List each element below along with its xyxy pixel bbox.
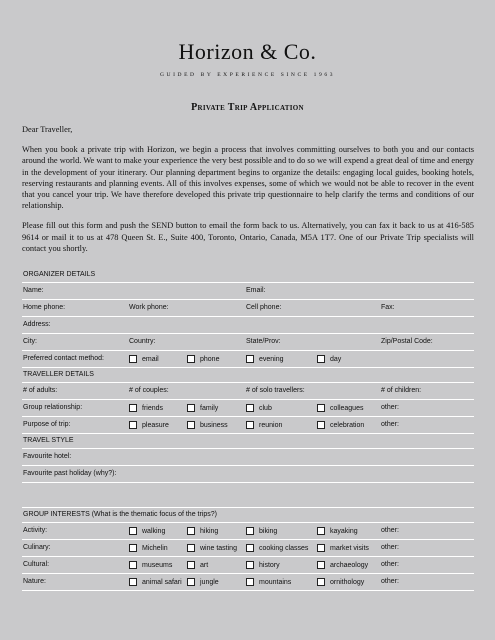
intro-letter	[22, 124, 474, 263]
culinary-other-field[interactable]: other:	[381, 544, 399, 551]
checkbox-icon	[246, 578, 254, 586]
checkbox-label: pleasure	[142, 422, 169, 429]
email-field[interactable]: Email:	[246, 287, 266, 294]
checkbox-walking[interactable]	[129, 527, 165, 535]
checkbox-pleasure[interactable]	[129, 421, 169, 429]
checkbox-label: email	[142, 356, 159, 363]
checkbox-icon	[129, 544, 137, 552]
favourite-holiday-field[interactable]: Favourite past holiday (why?):	[23, 470, 117, 477]
checkbox-art[interactable]	[187, 561, 208, 569]
relationship-label: Group relationship:	[23, 404, 83, 411]
checkbox-day[interactable]	[317, 355, 341, 363]
checkbox-icon	[317, 527, 325, 535]
home-phone-field[interactable]: Home phone:	[23, 304, 66, 311]
checkbox-icon	[187, 421, 195, 429]
checkbox-label: reunion	[259, 422, 283, 429]
checkbox-colleagues[interactable]	[317, 404, 363, 412]
checkbox-icon	[317, 404, 325, 412]
section-organizer: ORGANIZER DETAILS	[22, 268, 474, 283]
checkbox-kayaking[interactable]	[317, 527, 358, 535]
checkbox-label: walking	[142, 528, 166, 535]
checkbox-hiking[interactable]	[187, 527, 218, 535]
checkbox-icon	[187, 544, 195, 552]
checkbox-label: animal safari	[142, 579, 182, 586]
checkbox-icon	[246, 404, 254, 412]
couples-field[interactable]: # of couples:	[129, 387, 169, 394]
brand-tagline: GUIDED BY EXPERIENCE SINCE 1963	[159, 72, 336, 78]
checkbox-label: hiking	[200, 528, 219, 535]
checkbox-michelin[interactable]	[129, 544, 168, 552]
checkbox-reunion[interactable]	[246, 421, 282, 429]
checkbox-label: archaeology	[330, 562, 369, 569]
form-row	[22, 466, 474, 483]
city-field[interactable]: City:	[23, 338, 37, 345]
checkbox-label: wine tasting	[200, 545, 237, 552]
section-travel-style: TRAVEL STYLE	[22, 434, 474, 449]
checkbox-label: mountains	[259, 579, 292, 586]
checkbox-label: market visits	[330, 545, 369, 552]
solo-field[interactable]: # of solo travellers:	[246, 387, 305, 394]
checkbox-family[interactable]	[187, 404, 218, 412]
checkbox-icon	[246, 421, 254, 429]
checkbox-icon	[187, 404, 195, 412]
checkbox-cooking-classes[interactable]	[246, 544, 308, 552]
nature-other-field[interactable]: other:	[381, 578, 399, 585]
checkbox-icon	[129, 527, 137, 535]
checkbox-archaeology[interactable]	[317, 561, 368, 569]
checkbox-icon	[246, 527, 254, 535]
form-row	[22, 540, 474, 557]
zip-field[interactable]: Zip/Postal Code:	[381, 338, 433, 345]
purpose-label: Purpose of trip:	[23, 421, 71, 428]
checkbox-icon	[129, 421, 137, 429]
adults-field[interactable]: # of adults:	[23, 387, 58, 394]
checkbox-icon	[317, 421, 325, 429]
form-row	[22, 449, 474, 466]
checkbox-label: celebration	[330, 422, 365, 429]
checkbox-label: colleagues	[330, 405, 364, 412]
checkbox-friends[interactable]	[129, 404, 163, 412]
checkbox-icon	[129, 561, 137, 569]
checkbox-icon	[246, 355, 254, 363]
nature-label: Nature:	[23, 578, 46, 585]
cultural-label: Cultural:	[23, 561, 50, 568]
form-row	[22, 351, 474, 368]
form-row	[22, 400, 474, 417]
checkbox-label: friends	[142, 405, 164, 412]
instructions-paragraph: Please fill out this form and push the SEND button to email the form back to us. Alternatively, you can fax it back to us at 416-585 9614 or mail it to us at 478 Queen St. E., Suite 400, Toronto, Ontario, Canada, M5A 1T7. One of our Private Trip specialists will contact you shortly.	[22, 221, 474, 253]
checkbox-icon	[187, 561, 195, 569]
checkbox-mountains[interactable]	[246, 578, 291, 586]
form-row	[22, 557, 474, 574]
checkbox-label: art	[200, 562, 209, 569]
checkbox-icon	[129, 404, 137, 412]
intro-paragraph: When you book a private trip with Horizon, we begin a process that involves committing ourselves to both you and our contacts around the world. We want to make your experience the very best possible and to do so we will expend a great deal of time and energy in the development of your itinerary. Our planning department begins to organize the details: engaging local guides, booking hotels, reserving restaurants and planning events. All of this involves expenses, some of which we would not be able to recover in the event that you cancel your trip. We have therefore developed this private trip questionnaire to help clarify the terms and conditions of our relationship.	[22, 145, 474, 211]
checkbox-icon	[187, 355, 195, 363]
checkbox-label: club	[259, 405, 272, 412]
checkbox-label: history	[259, 562, 280, 569]
form-row	[22, 317, 474, 334]
checkbox-label: family	[200, 405, 219, 412]
section-traveller: TRAVELLER DETAILS	[22, 368, 474, 383]
relationship-other-field[interactable]: other:	[381, 404, 399, 411]
checkbox-icon	[317, 561, 325, 569]
activity-other-field[interactable]: other:	[381, 527, 399, 534]
checkbox-label: Michelin	[142, 545, 168, 552]
checkbox-market-visits[interactable]	[317, 544, 369, 552]
work-phone-field[interactable]: Work phone:	[129, 304, 169, 311]
greeting: Dear Traveller,	[22, 125, 73, 134]
checkbox-label: day	[330, 356, 342, 363]
name-field[interactable]: Name:	[23, 287, 44, 294]
form-row	[22, 300, 474, 317]
checkbox-email[interactable]	[129, 355, 159, 363]
cultural-other-field[interactable]: other:	[381, 561, 399, 568]
form-row-blank[interactable]	[22, 483, 474, 508]
form-row	[22, 334, 474, 351]
form-row	[22, 283, 474, 300]
country-field[interactable]: Country:	[129, 338, 156, 345]
state-field[interactable]: State/Prov:	[246, 338, 281, 345]
checkbox-icon	[187, 578, 195, 586]
checkbox-animal-safari[interactable]	[129, 578, 182, 586]
checkbox-label: phone	[200, 356, 220, 363]
checkbox-evening[interactable]	[246, 355, 284, 363]
section-group-interests: GROUP INTERESTS (What is the thematic focus of the trips?)	[22, 508, 474, 523]
checkbox-history[interactable]	[246, 561, 280, 569]
checkbox-business[interactable]	[187, 421, 228, 429]
checkbox-label: museums	[142, 562, 173, 569]
page-title: Private Trip Application	[191, 102, 304, 113]
application-form	[22, 268, 474, 591]
purpose-other-field[interactable]: other:	[381, 421, 399, 428]
checkbox-icon	[129, 578, 137, 586]
checkbox-label: cooking classes	[259, 545, 309, 552]
checkbox-label: biking	[259, 528, 278, 535]
checkbox-label: ornithology	[330, 579, 365, 586]
checkbox-label: jungle	[200, 579, 219, 586]
preferred-contact-label: Preferred contact method:	[23, 355, 104, 362]
form-row	[22, 574, 474, 591]
activity-label: Activity:	[23, 527, 48, 534]
checkbox-icon	[246, 561, 254, 569]
checkbox-icon	[187, 527, 195, 535]
address-field[interactable]: Address:	[23, 321, 51, 328]
checkbox-icon	[246, 544, 254, 552]
form-row	[22, 383, 474, 400]
checkbox-ornithology[interactable]	[317, 578, 364, 586]
checkbox-label: kayaking	[330, 528, 358, 535]
brand-name: Horizon & Co.	[178, 39, 317, 64]
checkbox-museums[interactable]	[129, 561, 172, 569]
checkbox-icon	[317, 578, 325, 586]
checkbox-wine-tasting[interactable]	[187, 544, 237, 552]
checkbox-celebration[interactable]	[317, 421, 364, 429]
checkbox-phone[interactable]	[187, 355, 219, 363]
form-row	[22, 523, 474, 540]
cell-phone-field[interactable]: Cell phone:	[246, 304, 282, 311]
form-row	[22, 417, 474, 434]
checkbox-icon	[129, 355, 137, 363]
checkbox-label: business	[200, 422, 228, 429]
favourite-hotel-field[interactable]: Favourite hotel:	[23, 453, 72, 460]
children-field[interactable]: # of children:	[381, 387, 422, 394]
checkbox-jungle[interactable]	[187, 578, 219, 586]
checkbox-icon	[317, 544, 325, 552]
checkbox-club[interactable]	[246, 404, 272, 412]
checkbox-icon	[317, 355, 325, 363]
fax-field[interactable]: Fax:	[381, 304, 395, 311]
checkbox-biking[interactable]	[246, 527, 277, 535]
checkbox-label: evening	[259, 356, 284, 363]
culinary-label: Culinary:	[23, 544, 51, 551]
brand-logo	[0, 40, 495, 78]
